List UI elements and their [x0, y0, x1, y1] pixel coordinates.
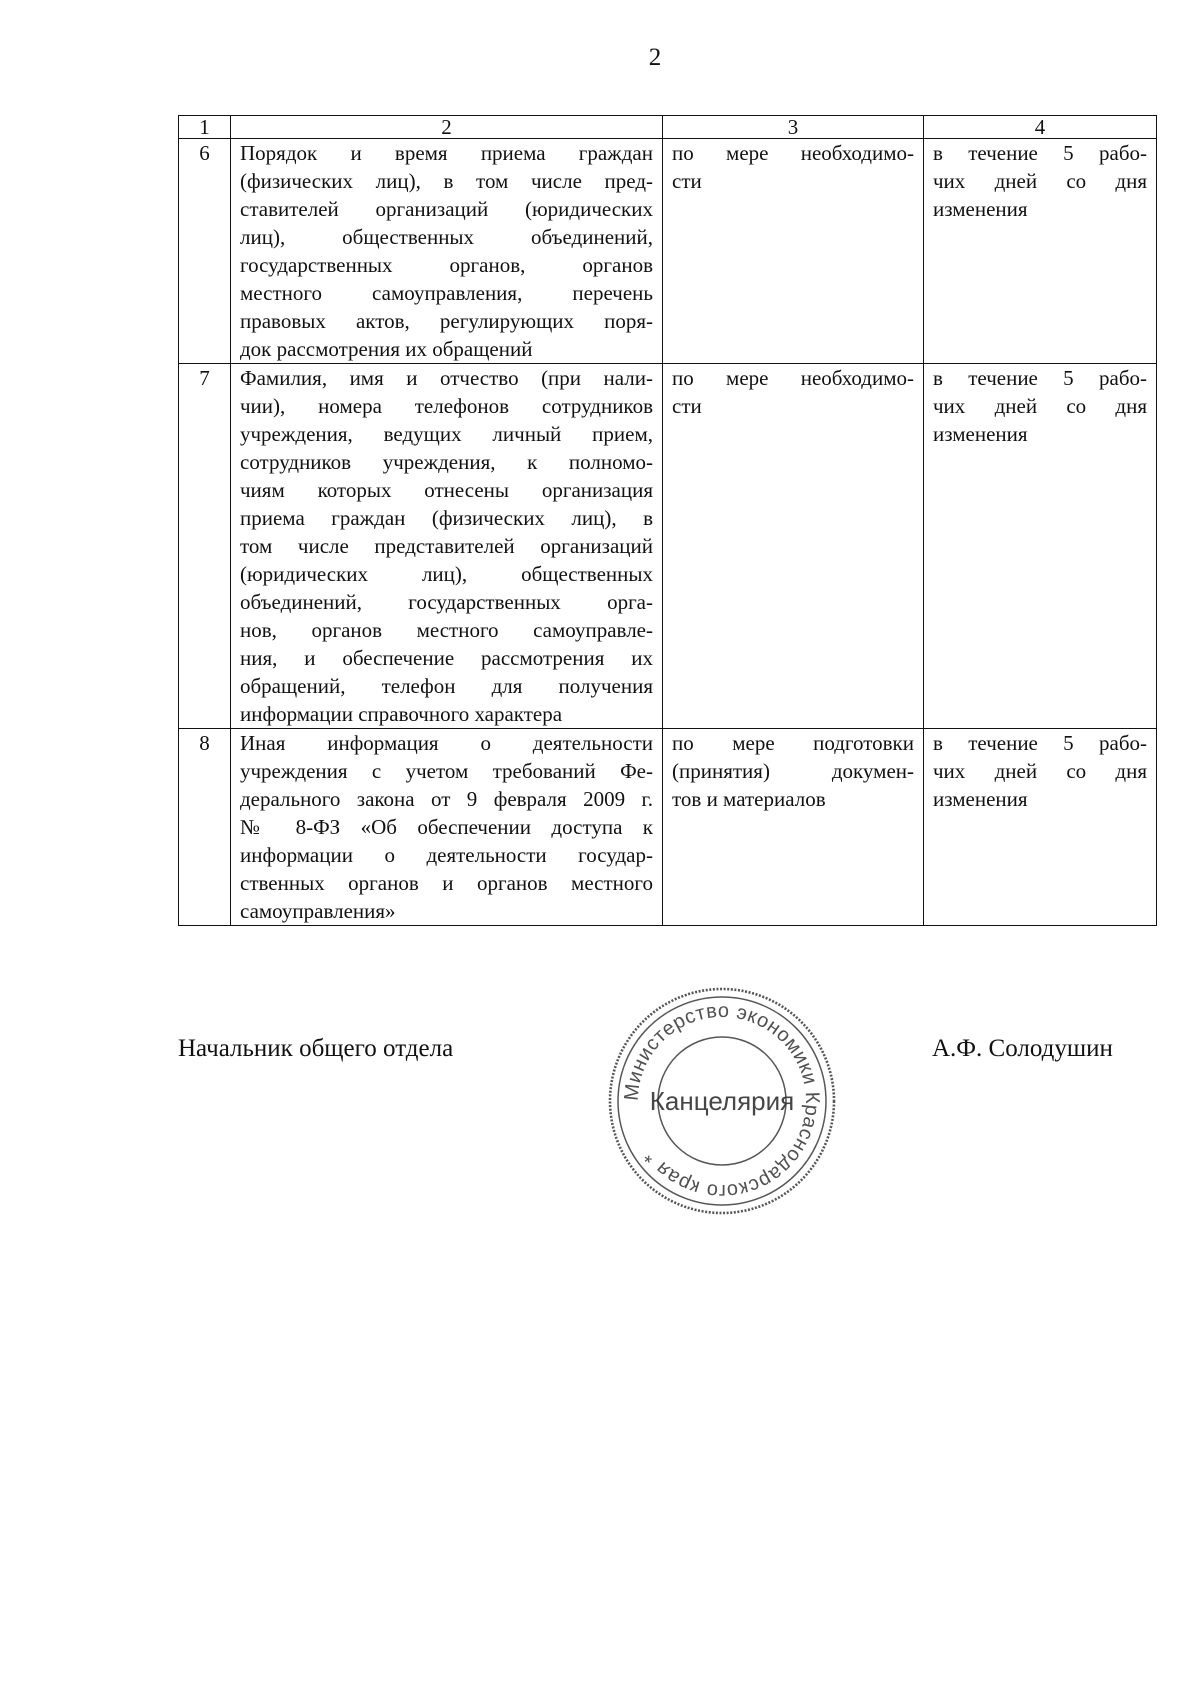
- info-cell-line: Порядок и время приема граждан: [240, 141, 653, 165]
- info-cell-line: ставителей организаций (юридических: [240, 197, 653, 221]
- info-cell-line: дерального закона от 9 февраля 2009 г.: [240, 787, 653, 811]
- info-cell: [231, 364, 663, 729]
- term-cell: [924, 139, 1157, 364]
- info-cell-line: (юридических лиц), общественных: [240, 562, 653, 586]
- info-cell-line: док рассмотрения их обращений: [240, 337, 533, 361]
- frequency-cell-line: тов и материалов: [672, 787, 826, 811]
- signature-name: А.Ф. Солодушин: [932, 1035, 1113, 1062]
- info-cell-line: Иная информация о деятельности: [240, 731, 653, 755]
- info-cell-line: Фамилия, имя и отчество (при нали-: [240, 366, 653, 390]
- frequency-cell-line: сти: [672, 394, 702, 418]
- term-cell-line: чих дней со дня: [933, 759, 1147, 783]
- info-cell-line: ственных органов и органов местного: [240, 871, 653, 895]
- frequency-cell: [663, 139, 924, 364]
- frequency-cell: [663, 364, 924, 729]
- term-cell-line: в течение 5 рабо-: [933, 731, 1147, 755]
- page-number: 2: [648, 44, 662, 71]
- info-cell: [231, 139, 663, 364]
- header-cell-2: 2: [231, 116, 663, 139]
- frequency-cell: [663, 729, 924, 926]
- stamp-ring-text: Министерство экономики Краснодарского края *: [620, 999, 824, 1203]
- signature-title: Начальник общего отдела: [178, 1035, 454, 1062]
- term-cell-line: чих дней со дня: [933, 394, 1147, 418]
- row-number-cell: 6: [179, 139, 231, 364]
- header-cell-1: 1: [179, 116, 231, 139]
- frequency-cell-line: по мере необходимо-: [672, 141, 914, 165]
- table-body: [179, 116, 1157, 926]
- table-row: [179, 139, 1157, 364]
- term-cell: [924, 364, 1157, 729]
- info-cell-line: местного самоуправления, перечень: [240, 281, 653, 305]
- frequency-cell-line: (принятия) докумен-: [672, 759, 914, 783]
- term-cell-line: в течение 5 рабо-: [933, 141, 1147, 165]
- term-cell-line: изменения: [933, 197, 1028, 221]
- info-cell-line: чии), номера телефонов сотрудников: [240, 394, 653, 418]
- table-header-row: [179, 116, 1157, 139]
- info-cell-line: государственных органов, органов: [240, 253, 653, 277]
- info-cell-line: объединений, государственных орга-: [240, 590, 653, 614]
- table-row: [179, 364, 1157, 729]
- term-cell-line: чих дней со дня: [933, 169, 1147, 193]
- frequency-cell-line: по мере необходимо-: [672, 366, 914, 390]
- frequency-cell-line: сти: [672, 169, 702, 193]
- row-number-cell: 7: [179, 364, 231, 729]
- info-cell-line: том числе представителей организаций: [240, 534, 653, 558]
- header-cell-4: 4: [924, 116, 1157, 139]
- info-cell-line: учреждения, ведущих личный прием,: [240, 422, 653, 446]
- info-cell-line: учреждения с учетом требований Фе-: [240, 759, 653, 783]
- row-number-cell: 8: [179, 729, 231, 926]
- info-cell-line: нов, органов местного самоуправле-: [240, 618, 653, 642]
- info-cell-line: обращений, телефон для получения: [240, 674, 653, 698]
- information-table: [178, 115, 1157, 926]
- info-cell-line: информации справочного характера: [240, 702, 563, 726]
- info-cell-line: информации о деятельности государ-: [240, 843, 653, 867]
- term-cell-line: изменения: [933, 787, 1028, 811]
- info-cell-line: № 8-ФЗ «Об обеспечении доступа к: [240, 815, 653, 839]
- info-cell-line: чиям которых отнесены организация: [240, 478, 653, 502]
- header-cell-3: 3: [663, 116, 924, 139]
- info-cell-line: ния, и обеспечение рассмотрения их: [240, 646, 653, 670]
- info-cell-line: (физических лиц), в том числе пред-: [240, 169, 653, 193]
- frequency-cell-line: по мере подготовки: [672, 731, 914, 755]
- info-cell-line: лиц), общественных объединений,: [240, 225, 653, 249]
- info-cell-line: приема граждан (физических лиц), в: [240, 506, 653, 530]
- term-cell-line: в течение 5 рабо-: [933, 366, 1147, 390]
- info-cell-line: самоуправления»: [240, 899, 396, 923]
- term-cell-line: изменения: [933, 422, 1028, 446]
- stamp-seal: [604, 983, 840, 1219]
- info-cell-line: правовых актов, регулирующих поря-: [240, 309, 653, 333]
- table-row: [179, 729, 1157, 926]
- info-cell: [231, 729, 663, 926]
- stamp-center-text: Канцелярия: [649, 1086, 795, 1116]
- info-cell-line: сотрудников учреждения, к полномо-: [240, 450, 653, 474]
- term-cell: [924, 729, 1157, 926]
